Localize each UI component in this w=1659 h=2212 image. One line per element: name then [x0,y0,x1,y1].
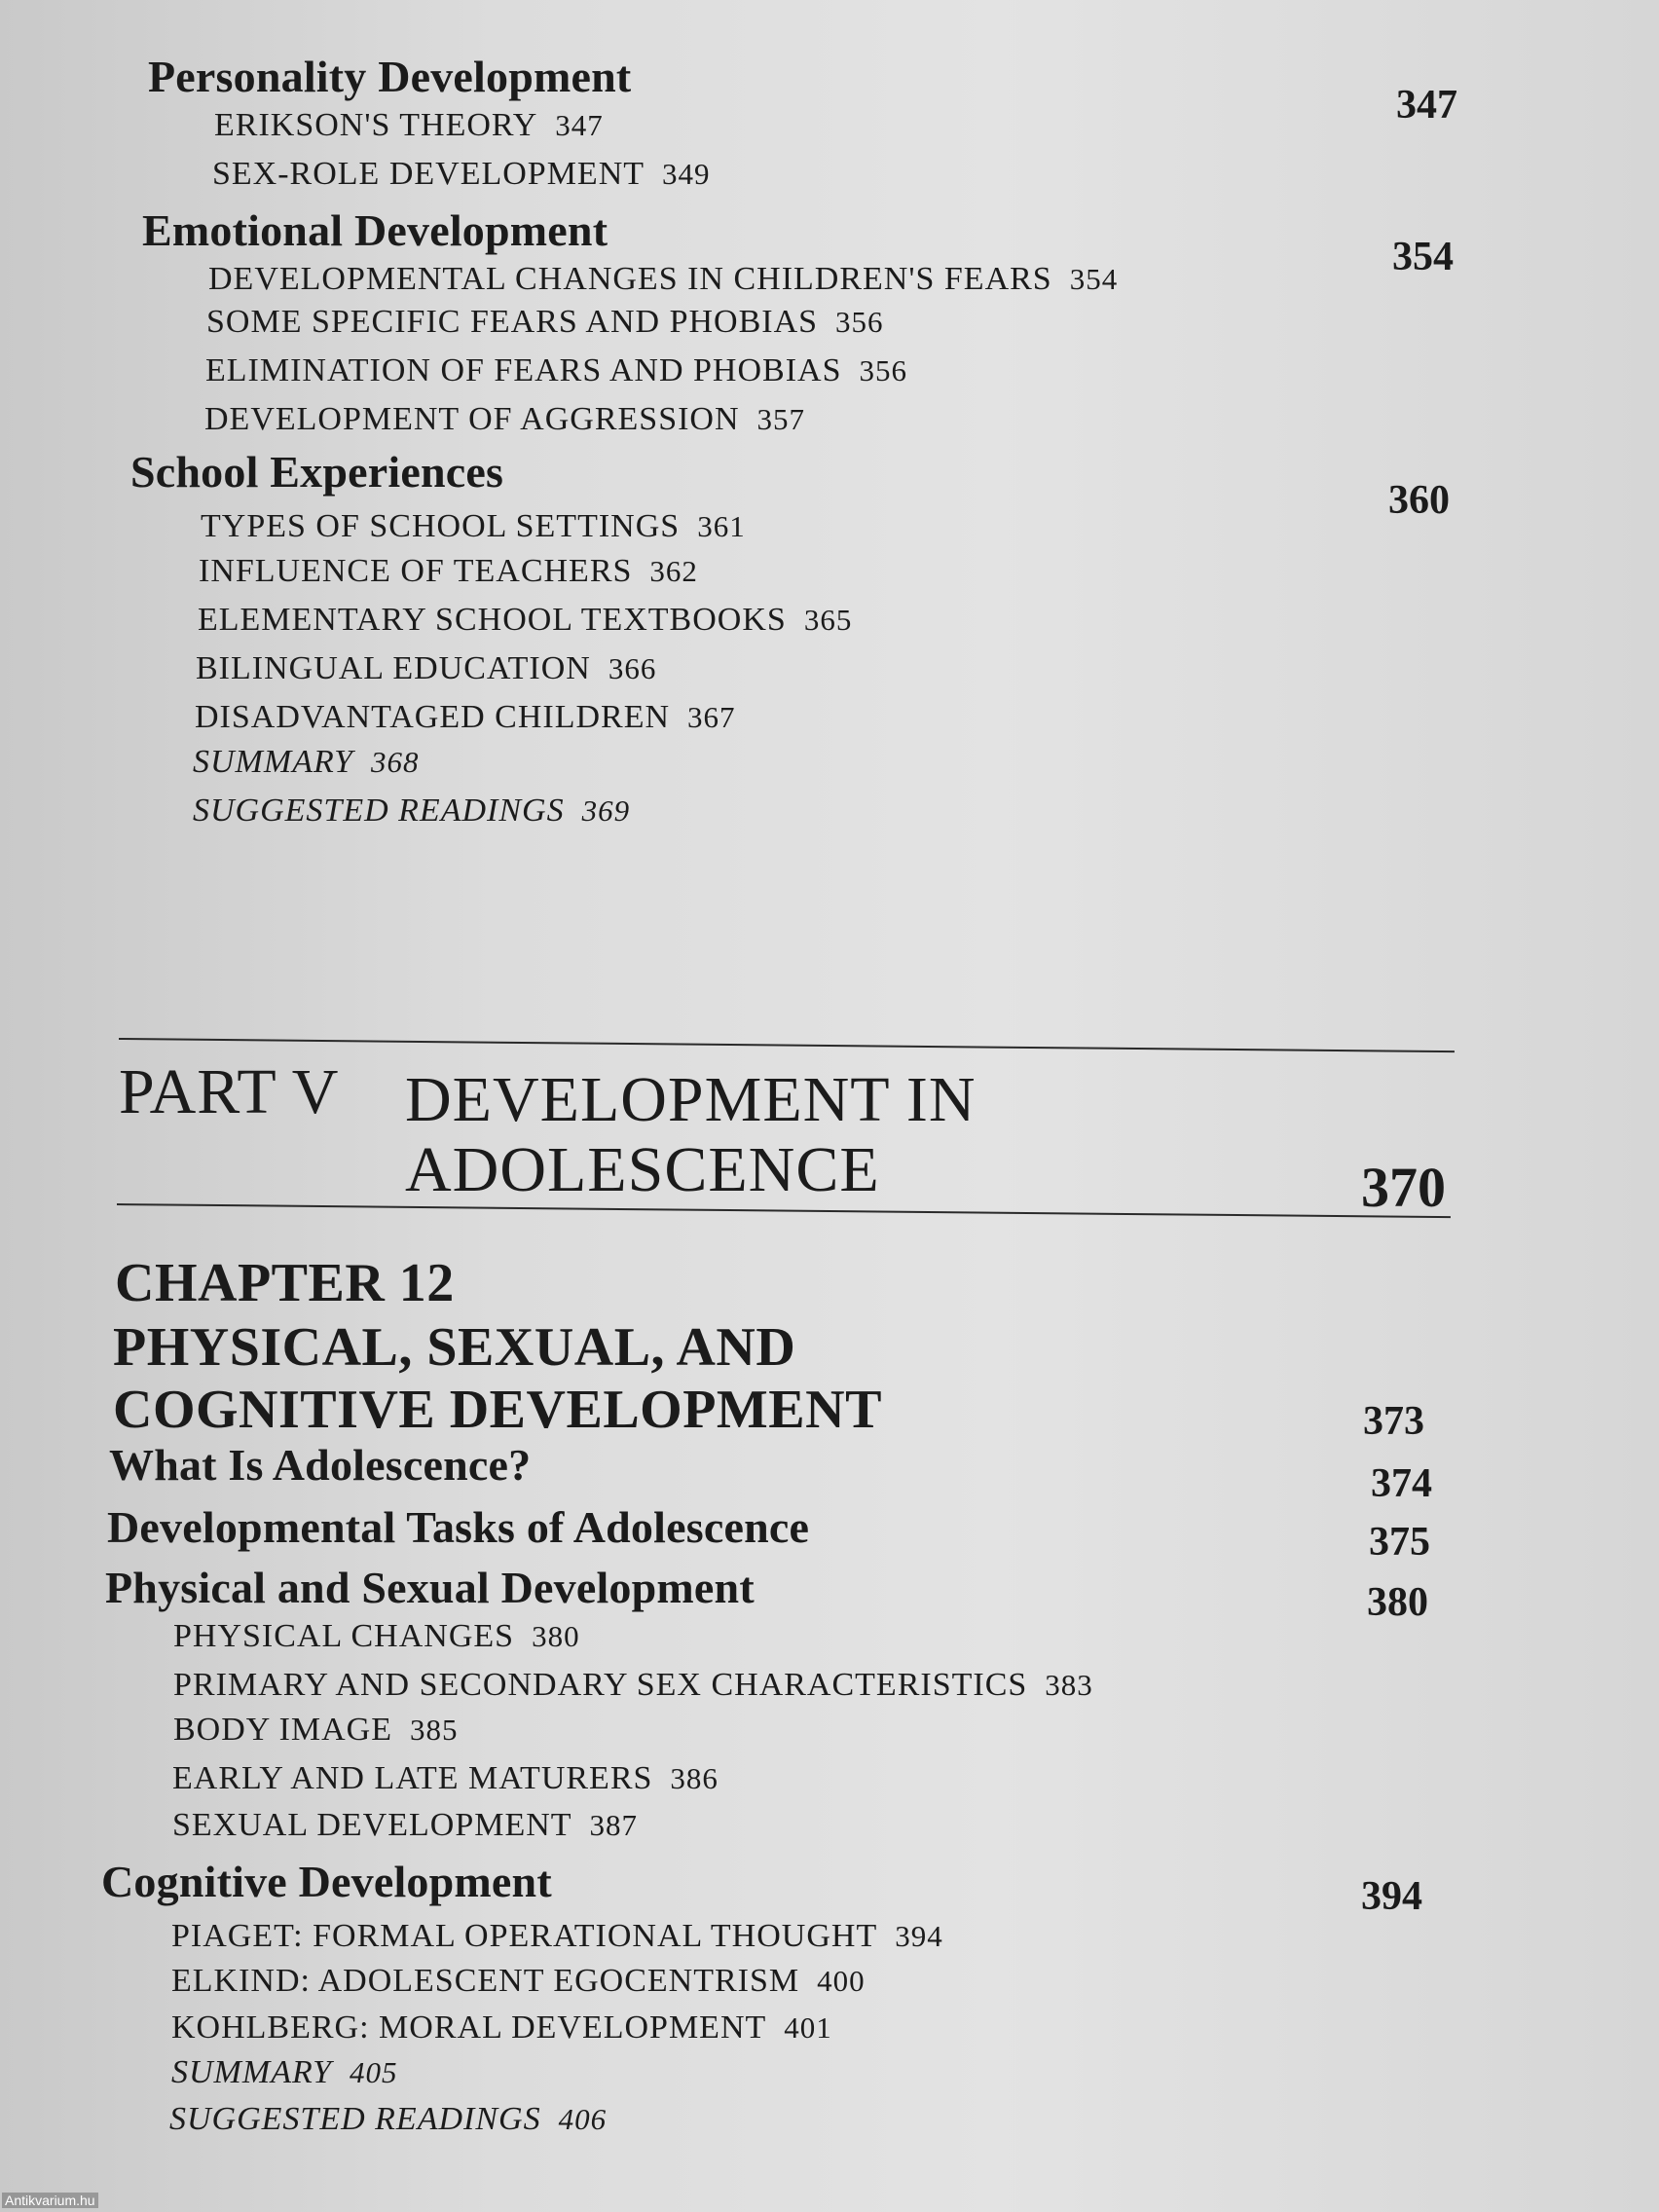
subsection-entry: ELEMENTARY SCHOOL TEXTBOOKS 365 [198,602,853,638]
section-heading: Physical and Sexual Development [105,1563,755,1612]
chapter-label: CHAPTER 12 [115,1253,455,1313]
chapter-title-line1: PHYSICAL, SEXUAL, AND [113,1317,796,1378]
divider-rule [117,1203,1451,1218]
section-heading: Emotional Development [142,205,608,255]
part-title-line2: ADOLESCENCE [405,1134,880,1205]
divider-rule [119,1038,1455,1052]
subsection-entry: BILINGUAL EDUCATION 366 [196,650,657,686]
subsection-entry: EARLY AND LATE MATURERS 386 [172,1760,719,1796]
subsection-entry: ELKIND: ADOLESCENT EGOCENTRISM 400 [171,1963,866,1999]
subsection-entry: PRIMARY AND SECONDARY SEX CHARACTERISTICS 383 [173,1667,1093,1703]
suggested-readings-entry: SUGGESTED READINGS 406 [169,2101,608,2137]
section-page-number: 347 [1396,83,1457,128]
subsection-entry: PIAGET: FORMAL OPERATIONAL THOUGHT 394 [171,1918,943,1954]
watermark: Antikvarium.hu [2,2193,98,2208]
summary-entry: SUMMARY 405 [171,2054,398,2090]
section-page-number: 375 [1369,1520,1430,1565]
section-heading: Developmental Tasks of Adolescence [107,1502,810,1552]
section-heading: Personality Development [148,52,632,101]
suggested-readings-entry: SUGGESTED READINGS 369 [193,793,631,829]
chapter-title-line2: COGNITIVE DEVELOPMENT [113,1380,882,1440]
part-label: PART V [119,1056,340,1127]
subsection-entry: BODY IMAGE 385 [173,1712,459,1748]
subsection-entry: SEX-ROLE DEVELOPMENT 349 [212,156,711,192]
part-title-line1: DEVELOPMENT IN [405,1064,977,1135]
subsection-entry: TYPES OF SCHOOL SETTINGS 361 [201,508,746,544]
section-page-number: 360 [1388,478,1450,523]
subsection-entry: SEXUAL DEVELOPMENT 387 [172,1807,639,1843]
section-page-number: 380 [1367,1580,1428,1625]
subsection-entry: ELIMINATION OF FEARS AND PHOBIAS 356 [205,352,907,388]
section-heading: School Experiences [130,447,504,497]
subsection-entry: DISADVANTAGED CHILDREN 367 [195,699,736,735]
section-page-number: 394 [1361,1874,1422,1919]
chapter-page-number: 373 [1363,1399,1424,1444]
section-heading: What Is Adolescence? [109,1440,532,1490]
section-page-number: 374 [1371,1461,1432,1506]
subsection-entry: PHYSICAL CHANGES 380 [173,1618,580,1654]
section-page-number: 354 [1392,235,1454,279]
subsection-entry: KOHLBERG: MORAL DEVELOPMENT 401 [171,2009,832,2046]
subsection-entry: DEVELOPMENT OF AGGRESSION 357 [204,401,806,437]
subsection-entry: INFLUENCE OF TEACHERS 362 [199,553,698,589]
subsection-entry: DEVELOPMENTAL CHANGES IN CHILDREN'S FEARS 354 [208,261,1119,297]
subsection-entry: SOME SPECIFIC FEARS AND PHOBIAS 356 [206,304,884,340]
subsection-entry: ERIKSON'S THEORY 347 [214,107,604,143]
section-heading: Cognitive Development [101,1857,552,1906]
summary-entry: SUMMARY 368 [193,744,420,780]
part-page-number: 370 [1361,1156,1446,1219]
